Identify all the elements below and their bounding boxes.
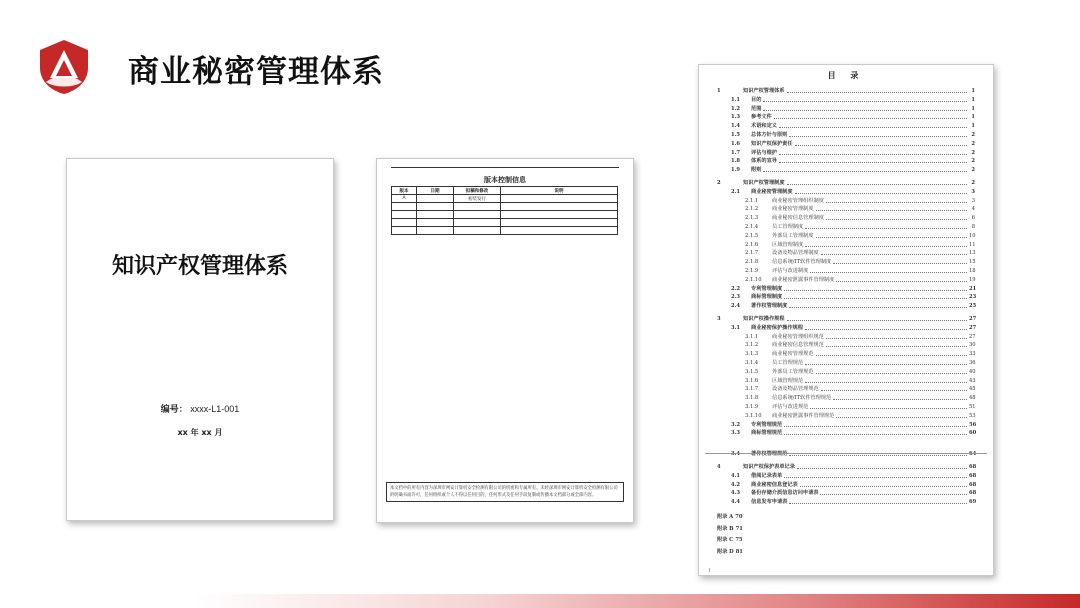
toc-entry-leader [795,193,967,194]
toc-entry-leader [816,210,967,211]
toc-entry-leader [826,202,967,203]
toc-entry-title: 商业秘密信息管理制度 [772,215,824,222]
toc-entry-leader [784,290,967,291]
toc-entry-number: 1.5 [731,132,741,138]
toc-entry[interactable] [745,206,975,212]
toc-entry-page: 10 [969,232,976,239]
version-table-cell [417,227,454,235]
toc-entry-leader [779,127,967,128]
toc-entry-number: 附录 B [717,525,734,532]
toc-entry-leader [787,184,967,185]
toc-entry-page: 3 [971,197,975,204]
toc-entry-page: 45 [969,386,976,393]
toc-entry-leader [836,417,967,418]
toc-entry[interactable] [745,215,975,221]
toc-entry[interactable] [731,114,975,120]
toc-entry-leader [763,101,967,102]
toc-entry[interactable] [745,268,975,274]
toc-entry-number: 3.1.1 [745,333,759,340]
cover-number-value: xxxx-L1-001 [190,404,240,414]
toc-entry-number: 4.4 [731,499,741,506]
toc-entry-title: 总体方针与原则 [751,132,788,138]
cover-page [66,158,334,521]
toc-entry-title: 商业秘密管理组织制度 [772,197,824,204]
toc-entry-leader [789,136,967,137]
toc-entry-page: 11 [969,241,976,248]
toc-entry[interactable] [731,150,975,156]
toc-entry-title: 信息系统/IT软件管理规范 [772,395,832,402]
toc-entry-number: 2.3 [731,294,741,301]
toc-entry-title: 设备及物品管理规范 [772,386,819,393]
toc-entry[interactable] [745,369,975,375]
toc-entry-title: 目的 [751,96,762,103]
version-table-row [392,195,618,203]
version-table-cell [417,195,454,203]
toc-entry-number: 1.1 [731,96,741,103]
toc-entry-number: 附录 C [717,537,734,543]
toc-entry-number: 3 [717,316,721,322]
toc-entry-page: 6 [971,215,975,222]
toc-entry[interactable] [731,123,975,129]
toc-entry-leader [816,373,967,374]
toc-entry-leader [805,364,967,365]
toc-entry-number: 附录 D [717,548,734,555]
toc-entry-page: 1 [971,105,975,112]
toc-entry-number: 1 [717,88,721,94]
toc-entry[interactable] [745,198,975,204]
cover-number-label: 编号： [160,404,188,414]
table-of-contents-page [698,64,994,576]
toc-entry-title: 知识产权保护责任 [751,140,793,147]
toc-entry[interactable] [717,514,975,520]
page-marker: I [709,568,711,574]
toc-entry-number: 1.2 [731,105,741,112]
toc-entry-title: 评估与改进制度 [772,268,809,274]
toc-entry-number: 2.1.2 [745,206,759,213]
toc-entry-title: 体系的宣导 [751,158,777,165]
toc-entry-page: 1 [971,114,975,121]
version-table-cell [392,203,417,211]
toc-entry[interactable] [731,132,975,138]
confidentiality-notice: 本文档中的所有内容为深圳市网安计算机安全检测有限公司的机密和专属所有。未经深圳市网安计算机安全检测有限公司的明确书面许可，任何组织或个人不得以任何目的、任何形式及任何手段复制或传播本文档部分或全部内容。 [386,482,624,502]
toc-entry-page: 51 [969,404,976,410]
toc-entry-title: 专利管理制度 [751,285,783,292]
toc-entry-title: 设备及物品管理制度 [772,250,819,257]
toc-entry-page: 64 [969,451,977,458]
toc-entry-title: 外部员工管理规范 [772,368,814,375]
toc-entry-leader [826,346,967,347]
toc-entry[interactable] [731,422,975,428]
toc-entry-title: 术语和定义 [751,123,777,130]
version-table-cell [454,211,501,219]
toc-entry-number: 2.1.10 [745,276,762,283]
toc-entry-number: 3.1.7 [745,386,759,393]
toc-entry-title: 商业秘密信息管理规范 [772,342,824,349]
toc-entry-page: 68 [969,472,977,479]
toc-entry-page: 68 [969,464,977,470]
toc-entry-title: 著作权管理规范 [751,451,788,458]
toc-entry-number: 1.8 [731,158,741,165]
toc-entry-leader [797,468,967,469]
toc-entry-title: 借阅记录表单 [751,472,783,479]
toc-entry-leader [800,486,967,487]
toc-entry-title: 商业秘密管理规范 [772,351,814,358]
version-table-cell [417,219,454,227]
toc-entry-leader [820,494,967,495]
toc-entry-number: 2 [717,180,721,186]
toc-entry[interactable] [745,351,975,357]
toc-entry-title: 信息发布申请表 [751,499,788,506]
toc-entry-number: 2.1.9 [745,268,759,274]
toc-entry-title: 专利管理规范 [751,421,783,428]
toc-entry-page: 2 [971,158,975,165]
toc-entry-title: 商业秘密泄露事件管理制度 [772,276,835,283]
toc-entry-page: 19 [969,276,976,283]
toc-entry-page: 69 [969,499,977,506]
toc-entry[interactable] [717,316,975,322]
version-table-cell [417,211,454,219]
toc-entry-title: 知识产权管理制度 [743,180,785,186]
toc-entry-number: 3.1.10 [745,412,762,419]
toc-entry-number: 3.1.4 [745,360,759,366]
version-control-page [376,158,634,523]
toc-entry[interactable] [745,277,975,283]
toc-entry-title: 信息系统/IT软件管理制度 [772,259,832,266]
toc-entry-page: 43 [969,377,976,384]
toc-entry-leader [763,110,967,111]
toc-entry-title: 知识产权操作规程 [743,316,785,322]
toc-entry-title: 区域管理制度 [772,241,804,248]
toc-entry-leader [821,390,967,391]
toc-entry[interactable] [731,294,975,300]
toc-entry-number: 2.1.6 [745,241,759,248]
toc-entry-leader [805,246,967,247]
toc-entry[interactable] [745,413,975,419]
toc-entry[interactable] [731,303,975,309]
version-table-cell: A [392,195,417,203]
version-table-row [392,211,618,219]
toc-entry-leader [795,145,967,146]
toc-entry-title: 商业秘密管理制度 [751,188,793,195]
toc-entry[interactable] [731,106,975,112]
version-table-cell [501,195,618,203]
toc-entry-leader [826,219,967,220]
toc-entry-page: 21 [969,285,977,292]
toc-entry-title: 员工管理规范 [772,360,804,366]
toc-entry-leader [789,503,967,504]
toc-entry-page: 2 [971,180,975,186]
toc-entry-number: 3.2 [731,421,741,428]
version-table-cell [501,211,618,219]
version-table-cell [454,219,501,227]
toc-entry-page: 2 [971,149,975,156]
version-table [391,186,618,235]
toc-entry-number: 3.1.3 [745,351,759,358]
toc-entry-number: 3.1.5 [745,368,759,375]
toc-heading: 目 录 [827,70,865,80]
toc-entry-leader [810,272,967,273]
toc-entry-page: 53 [969,412,976,419]
version-header-cell: 拟稿和修改 [454,187,501,195]
version-table-cell [501,227,618,235]
toc-entry-leader [789,307,967,308]
cover-title: 知识产权管理体系 [111,254,288,279]
toc-entry-title: 商业秘密管理制度 [772,206,814,213]
toc-entry-title: 范围 [751,105,762,112]
toc-entry[interactable] [745,395,975,401]
toc-entry-number: 2.1.4 [745,224,759,230]
toc-entry[interactable] [731,167,975,173]
toc-entry-leader [836,281,967,282]
version-table-cell [501,203,618,211]
toc-entry-page: 2 [971,140,975,147]
toc-entry[interactable] [731,482,975,488]
toc-entry[interactable] [745,386,975,392]
toc-entry[interactable] [745,242,975,248]
version-table-row [392,219,618,227]
toc-entry[interactable] [745,360,975,366]
toc-entry-number: 2.1.7 [745,250,759,257]
version-table-cell [417,203,454,211]
toc-entry-number: 3.1 [731,324,741,331]
toc-entry-number: 1.7 [731,149,741,156]
toc-entry-number: 4.3 [731,490,741,497]
toc-entry-title: 备份存储介质信息访问申请表 [751,490,819,497]
toc-entry-number: 1.3 [731,114,741,121]
toc-entry[interactable] [717,88,975,94]
toc-entry-title: 75 [735,537,743,543]
page-break-line [705,453,987,454]
version-header-cell: 版本 [392,187,417,195]
toc-entry-leader [789,455,967,456]
toc-entry-number: 1.9 [731,167,741,174]
version-header-cell: 说明 [501,187,618,195]
version-table-cell [454,227,501,235]
toc-entry[interactable] [717,464,975,470]
toc-entry-title: 81 [735,548,743,555]
toc-entry-page: 56 [969,421,977,428]
toc-entry-title: 商业秘密信息登记表 [751,481,798,488]
toc-entry-page: 68 [969,481,977,488]
toc-entry-page: 3 [971,188,975,195]
version-table-cell [454,203,501,211]
toc-entry[interactable] [731,141,975,147]
toc-entry-page: 48 [969,395,976,402]
toc-entry-page: 30 [969,342,976,349]
toc-entry-page: 27 [969,324,977,331]
toc-entry-page: 2 [971,167,975,174]
toc-entry-page: 27 [969,333,976,340]
toc-entry-leader [784,298,967,299]
toc-entry-leader [833,263,967,264]
toc-entry-number: 3.1.9 [745,404,759,410]
toc-entry[interactable] [745,334,975,340]
toc-entry-leader [787,92,967,93]
toc-entry-page: 40 [969,368,976,375]
toc-entry-leader [810,408,967,409]
toc-entry-page: 18 [969,268,976,274]
toc-entry[interactable] [731,499,975,505]
toc-entry-number: 2.1.5 [745,232,759,239]
toc-entry-page: 2 [971,132,975,138]
toc-entry-leader [805,228,967,229]
toc-entry-number: 3.1.2 [745,342,759,349]
toc-entry-page: 4 [971,206,975,213]
toc-entry[interactable] [731,473,975,479]
cover-number [67,402,333,415]
toc-entry-title: 商业秘密管理组织规范 [772,333,824,340]
toc-entry-leader [784,477,967,478]
toc-entry[interactable] [731,158,975,164]
toc-entry-title: 评估与维护 [751,149,777,156]
toc-entry-leader [821,254,967,255]
toc-entry-page: 33 [969,351,976,358]
version-table-cell [392,219,417,227]
toc-entry[interactable] [717,180,975,186]
slide-title: 商业秘密管理体系 [128,54,384,90]
toc-entry-number: 2.1.8 [745,259,759,266]
toc-entry[interactable] [717,549,975,555]
version-table-row [392,227,618,235]
toc-entry-number: 2.1.3 [745,215,759,222]
toc-entry-title: 评估与改进规范 [772,404,809,410]
toc-entry-title: 商业秘密保护操作规程 [751,324,803,331]
toc-entry-number: 4 [717,464,721,470]
toc-entry-number: 3.1.8 [745,395,759,402]
toc-entry-page: 36 [969,360,976,366]
toc-entry-title: 参考文件 [751,114,772,121]
toc-entry-number: 2.1 [731,188,741,195]
toc-entry-leader [805,382,967,383]
version-table-row [392,203,618,211]
toc-entry-leader [774,118,967,119]
toc-entry-page: 15 [969,259,976,266]
toc-entry[interactable] [745,224,975,230]
toc-entry-title: 70 [735,514,743,520]
toc-entry[interactable] [745,378,975,384]
toc-entry-number: 1.4 [731,123,741,130]
toc-entry-leader [833,399,967,400]
toc-entry-number: 4.1 [731,472,741,479]
header-rule [391,167,619,168]
toc-entry-page: 1 [971,88,975,94]
toc-entry-leader [784,426,967,427]
toc-entry-title: 附则 [751,167,762,174]
toc-entry-leader [826,338,967,339]
toc-entry-title: 商业秘密泄露事件管理规范 [772,412,835,419]
version-table-title: 版本控制信息 [484,176,526,184]
version-table-cell [392,227,417,235]
toc-entry[interactable] [731,189,975,195]
toc-entry-page: 1 [971,96,975,103]
company-logo-icon [36,38,92,96]
toc-entry-leader [816,355,967,356]
toc-entry-title: 外部员工管理制度 [772,232,814,239]
version-table-cell [501,219,618,227]
version-table-cell: 初装发行 [454,195,501,203]
toc-entry-leader [763,171,967,172]
toc-entry-page: 23 [969,294,977,301]
toc-entry[interactable] [745,259,975,265]
toc-entry-leader [816,237,967,238]
toc-entry-page: 8 [971,224,975,230]
version-header-cell: 日期 [417,187,454,195]
toc-entry-leader [784,434,967,435]
toc-entry-leader [779,162,967,163]
cover-date: xx 年 xx 月 [177,428,223,437]
toc-entry-leader [787,320,967,321]
bottom-accent-bar [0,594,1080,608]
toc-entry-title: 71 [735,525,743,532]
toc-entry-title: 商标管理规范 [751,430,783,437]
toc-entry[interactable] [745,342,975,348]
toc-entry[interactable] [731,430,975,436]
toc-entry-number: 2.2 [731,285,741,292]
toc-entry-title: 员工管理制度 [772,224,804,230]
toc-entry[interactable] [717,537,975,543]
toc-entry-title: 知识产权保护表单记录 [743,464,795,470]
toc-entry-page: 25 [969,303,977,310]
toc-entry-page: 1 [971,123,975,130]
toc-entry-title: 知识产权管理体系 [743,88,785,94]
toc-entry-page: 60 [969,430,977,437]
toc-entry-leader [779,154,967,155]
toc-entry-number: 2.1.1 [745,197,759,204]
toc-entry-title: 区域管理规范 [772,377,804,384]
toc-entry-page: 68 [969,490,977,497]
toc-entry[interactable] [745,233,975,239]
toc-entry-number: 3.4 [731,451,741,458]
toc-entry-number: 1.6 [731,140,741,147]
toc-entry-number: 3.3 [731,430,741,437]
toc-entry[interactable] [745,404,975,410]
toc-entry[interactable] [731,97,975,103]
toc-entry-leader [805,329,967,330]
toc-entry[interactable] [745,250,975,256]
toc-entry[interactable] [717,526,975,532]
toc-entry-page: 13 [969,250,976,257]
toc-entry-title: 著作权管理制度 [751,303,788,310]
toc-entry[interactable] [731,325,975,331]
toc-entry-number: 附录 A [717,514,734,520]
toc-entry-number: 2.4 [731,303,741,310]
toc-entry-page: 27 [969,316,977,322]
toc-entry-title: 商标管理制度 [751,294,783,301]
toc-entry[interactable] [731,490,975,496]
version-table-header-row [392,187,618,195]
version-table-cell [392,211,417,219]
toc-entry[interactable] [731,286,975,292]
toc-entry-number: 3.1.6 [745,377,759,384]
toc-entry-number: 4.2 [731,481,741,488]
